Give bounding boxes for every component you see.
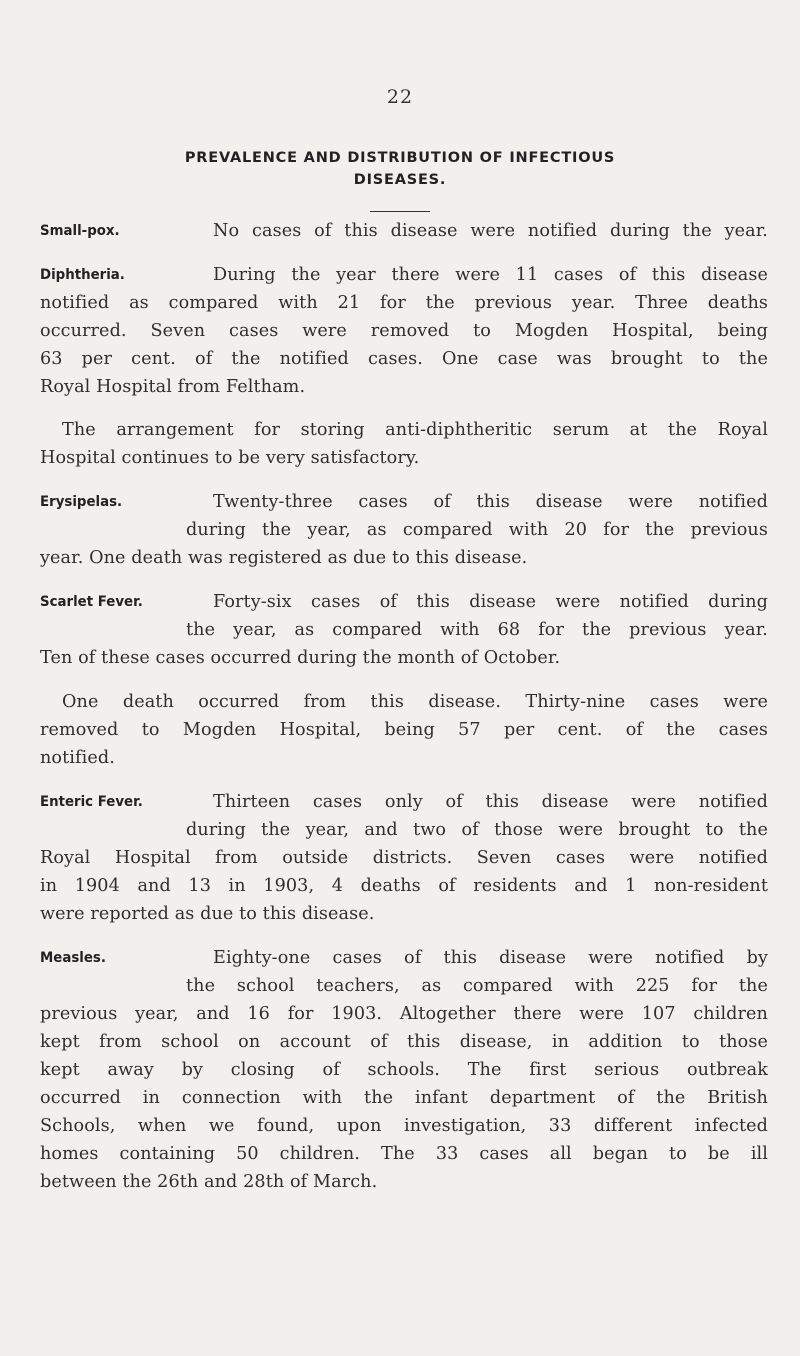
scarlet-para2-line-3: notified. — [40, 748, 115, 768]
enteric-line-2: during the year, and two of those were brought to the — [186, 820, 768, 840]
diphtheria-para2-line-2: Hospital continues to be very satisfactory. — [40, 448, 420, 468]
measles-line-6: occurred in connection with the infant department of the British — [40, 1088, 768, 1108]
measles-line-7: Schools, when we found, upon investigation, 33 different infected — [40, 1116, 768, 1136]
section-heading-enteric-fever: Enteric Fever. — [40, 794, 143, 810]
scarlet-para2-line-2: removed to Mogden Hospital, being 57 per cent. of the cases — [40, 720, 768, 740]
diphtheria-para2-line-1: The arrangement for storing anti-diphtheritic serum at the Royal — [62, 420, 768, 440]
enteric-line-1: Thirteen cases only of this disease were notified — [213, 792, 768, 812]
diphtheria-line-5: Royal Hospital from Feltham. — [40, 377, 306, 397]
title-line-2: DISEASES. — [353, 172, 447, 188]
erysipelas-line-2: during the year, as compared with 20 for the previous — [186, 520, 768, 540]
section-heading-scarlet-fever: Scarlet Fever. — [40, 594, 143, 610]
enteric-line-4: in 1904 and 13 in 1903, 4 deaths of residents and 1 non-resident — [40, 876, 768, 896]
scarlet-line-1: Forty-six cases of this disease were notified during — [213, 592, 768, 612]
section-heading-measles: Measles. — [40, 950, 106, 966]
title-divider — [370, 211, 430, 212]
smallpox-line-1: No cases of this disease were notified during the year. — [213, 221, 768, 241]
measles-line-4: kept from school on account of this disease, in addition to those — [40, 1032, 768, 1052]
measles-line-1: Eighty-one cases of this disease were notified by — [213, 948, 768, 968]
measles-line-9: between the 26th and 28th of March. — [40, 1172, 378, 1192]
diphtheria-line-3: occurred. Seven cases were removed to Mogden Hospital, being — [40, 321, 768, 341]
measles-line-8: homes containing 50 children. The 33 cases all began to be ill — [40, 1144, 768, 1164]
section-heading-diphtheria: Diphtheria. — [40, 267, 125, 283]
diphtheria-line-4: 63 per cent. of the notified cases. One case was brought to the — [40, 349, 768, 369]
scarlet-line-3: Ten of these cases occurred during the month of October. — [40, 648, 561, 668]
enteric-line-5: were reported as due to this disease. — [40, 904, 375, 924]
enteric-line-3: Royal Hospital from outside districts. Seven cases were notified — [40, 848, 768, 868]
page-number: 22 — [386, 86, 414, 108]
measles-line-2: the school teachers, as compared with 225 for the — [186, 976, 768, 996]
diphtheria-line-1: During the year there were 11 cases of this disease — [213, 265, 768, 285]
erysipelas-line-3: year. One death was registered as due to this disease. — [40, 548, 528, 568]
title-line-1: PREVALENCE AND DISTRIBUTION OF INFECTIOUS — [184, 150, 616, 166]
page-title — [110, 147, 690, 191]
section-heading-erysipelas: Erysipelas. — [40, 494, 123, 510]
measles-line-5: kept away by closing of schools. The first serious outbreak — [40, 1060, 768, 1080]
diphtheria-line-2: notified as compared with 21 for the previous year. Three deaths — [40, 293, 768, 313]
scarlet-para2-line-1: One death occurred from this disease. Thirty-nine cases were — [62, 692, 768, 712]
measles-line-3: previous year, and 16 for 1903. Altogether there were 107 children — [40, 1004, 768, 1024]
erysipelas-line-1: Twenty-three cases of this disease were notified — [213, 492, 768, 512]
section-heading-smallpox: Small-pox. — [40, 223, 120, 239]
scarlet-line-2: the year, as compared with 68 for the previous year. — [186, 620, 768, 640]
